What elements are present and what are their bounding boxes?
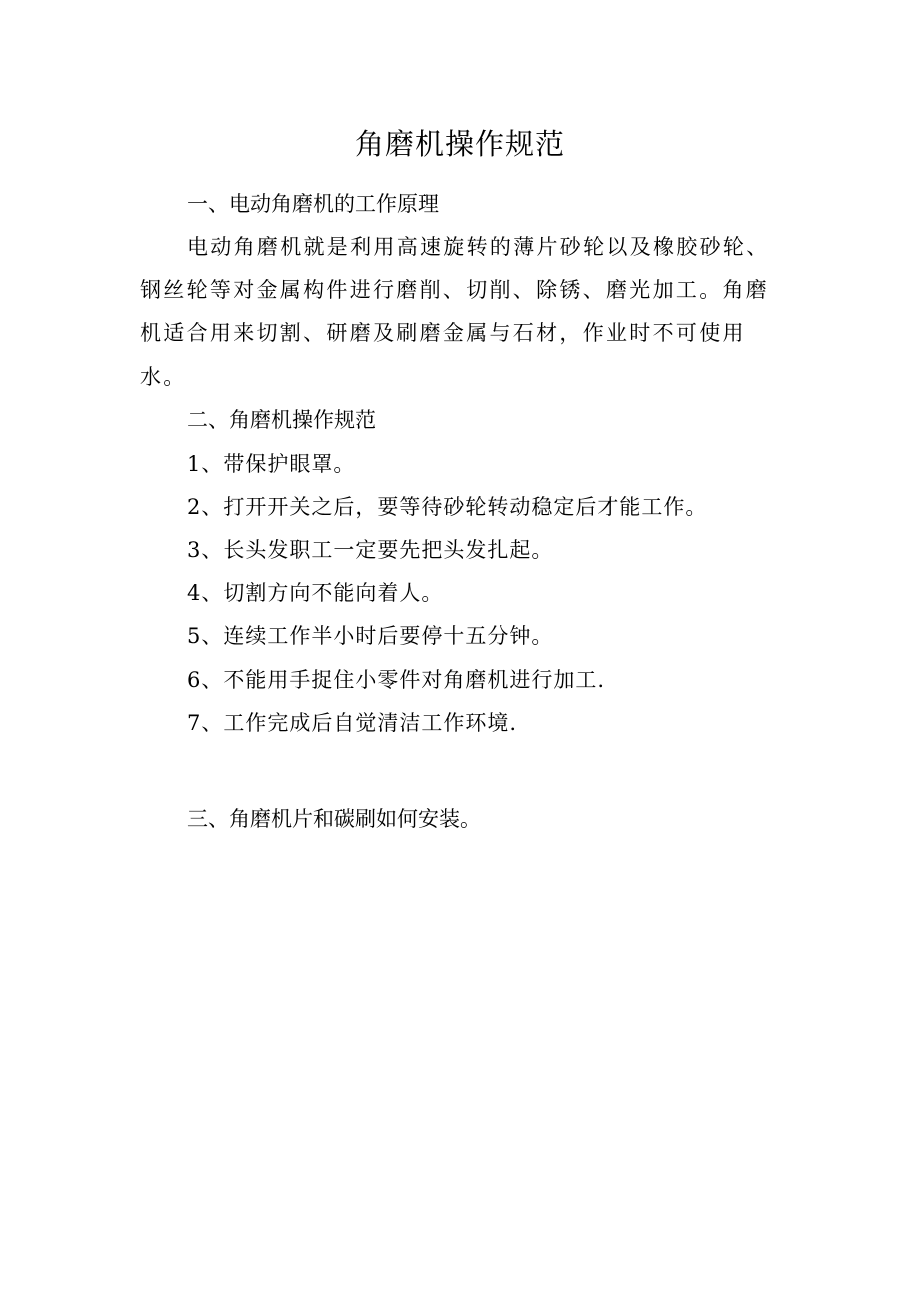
section1-line-1: 电动角磨机就是利用高速旋转的薄片砂轮以及橡胶砂轮、 <box>187 235 770 259</box>
rule-item-1: 1、带保护眼罩。 <box>187 452 356 476</box>
rule-item-2: 2、打开开关之后，要等待砂轮转动稳定后才能工作。 <box>187 495 708 519</box>
section1-line-4: 水。 <box>140 365 187 389</box>
section1-line-2: 钢丝轮等对金属构件进行磨削、切削、除锈、磨光加工。角磨 <box>140 278 770 302</box>
rule-item-5: 5、连续工作半小时后要停十五分钟。 <box>187 624 554 648</box>
section1-line-3: 机适合用来切割、研磨及刷磨金属与石材，作业时不可使用 <box>140 321 746 345</box>
section1-heading: 一、电动角磨机的工作原理 <box>187 192 439 216</box>
section3-heading: 三、角磨机片和碳刷如何安装。 <box>187 807 481 831</box>
rule-item-3: 3、长头发职工一定要先把头发扎起。 <box>187 538 554 562</box>
rule-item-4: 4、切割方向不能向着人。 <box>187 581 444 605</box>
section2-heading: 二、角磨机操作规范 <box>187 408 376 432</box>
rule-item-6: 6、不能用手捉住小零件对角磨机进行加工. <box>187 668 606 692</box>
document-title: 角磨机操作规范 <box>354 127 565 161</box>
rule-item-7: 7、工作完成后自觉清洁工作环境. <box>187 711 518 735</box>
